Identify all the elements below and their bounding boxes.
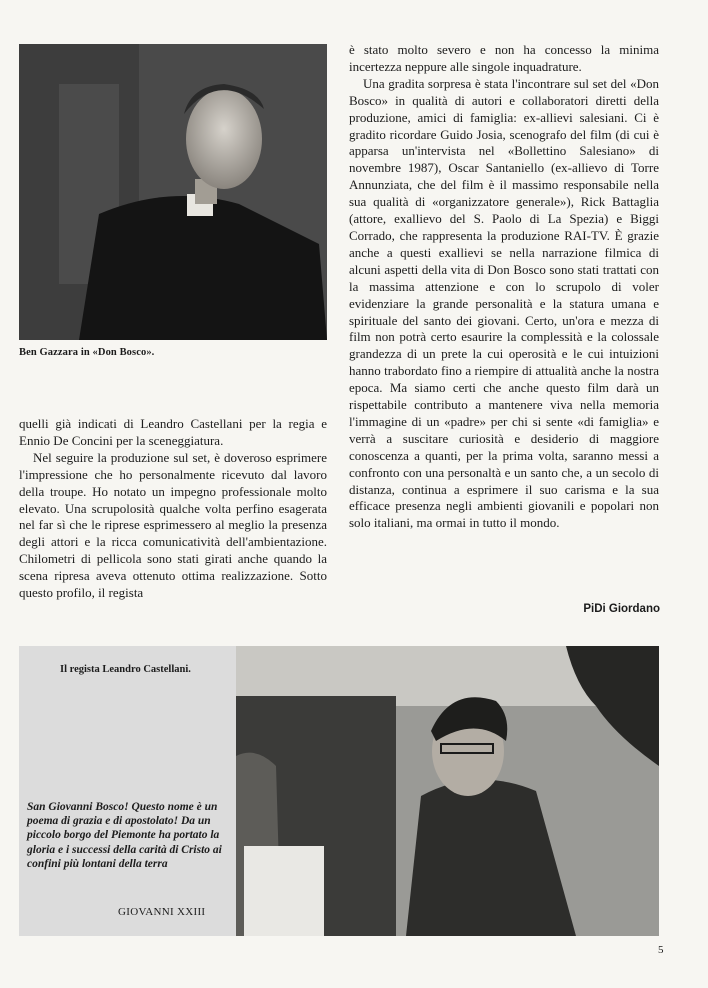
quote-author: GIOVANNI XXIII <box>118 906 206 918</box>
paragraph: Una gradita sorpresa è stata l'incontrare sul set del «Don Bosco» in qualità di autori e collaboratori diretti della produzione, amici di famiglia: ex-allievi salesiani. Ci è gradito ricordare Guido Josia, scenografo del film (di cui è apparsa un'intervista nel «Bollettino Salesiano» di novembre 1987), Oscar Santaniello (ex-allievo di Torre Annunziata, che del film è il massimo responsabile nella sua qualità di «organizzatore generale»), Rick Battaglia (attore, exallievo del S. Paolo di La Spezia) e Biggi Corrado, che rappresenta la produzione RAI-TV. È grazie anche a questi exallievi se nella narrazione filmica di alcuni aspetti della vita di Don Bosco sono stati trattati con la massima attenzione e con lo scrupolo di voler evidenziare la grande personalità e la statura umana e spirituale del santo dei giovani. Certo, un'ora e mezza di film non potrà certo esaurire la complessità e la colossale grandezza di un prete la cui operosità e le cui intuizioni hanno trabordato fino a riempire di attualità anche la nostra epoca. Ma siamo certi che anche questo film darà un rispettabile contributo a mantenere viva nella memoria l'immagine di un «padre» per chi si sente «di famiglia» e verrà a suscitare curiosità e desiderio di maggiore conoscenza a quanti, per la prima volta, saranno messi a confronto con una personaltà e un santo che, a un secolo di distanza, continua a esprimere il suo carisma e la sua efficace presenza negli ambienti giovanili e popolari non solo italiani, ma ormai in tutto il mondo. <box>349 75 659 531</box>
bottom-photo-caption: Il regista Leandro Castellani. <box>60 664 191 675</box>
left-column-text <box>19 416 327 602</box>
paragraph: quelli già indicati di Leandro Castellani per la regia e Ennio De Concini per la sceneggiatura. <box>19 416 327 448</box>
page-number: 5 <box>658 944 664 956</box>
paragraph: Nel seguire la produzione sul set, è doveroso esprimere l'impressione che ho personalmente ricevuto dal lavoro della troupe. Ho notato un impegno professionale molto elevato. Una scrupolosità qualche volta perfino esagerata nel far sì che le riprese esprimessero al meglio la presenza degli attori e la ricca comunicatività dell'ambientazione. Chilometri di pellicola sono stati girati anche quando la scena ripresa aveva ottenuto ottima realizzazione. Sotto questo profilo, il regista <box>19 449 327 601</box>
director-photo <box>236 646 659 936</box>
author-signature: PiDi Giordano <box>583 603 660 615</box>
top-photo-caption: Ben Gazzara in «Don Bosco». <box>19 347 155 358</box>
paragraph: è stato molto severo e non ha concesso la minima incertezza neppure alle singole inquadrature. <box>349 42 659 74</box>
right-column-text <box>349 42 659 532</box>
ben-gazzara-photo <box>19 44 327 340</box>
pope-quote: San Giovanni Bosco! Questo nome è un poema di grazia e di apostolato! Da un piccolo borgo del Piemonte ha portato la gloria e i successi della carità di Cristo ai confini più lontani della terra <box>27 801 222 870</box>
